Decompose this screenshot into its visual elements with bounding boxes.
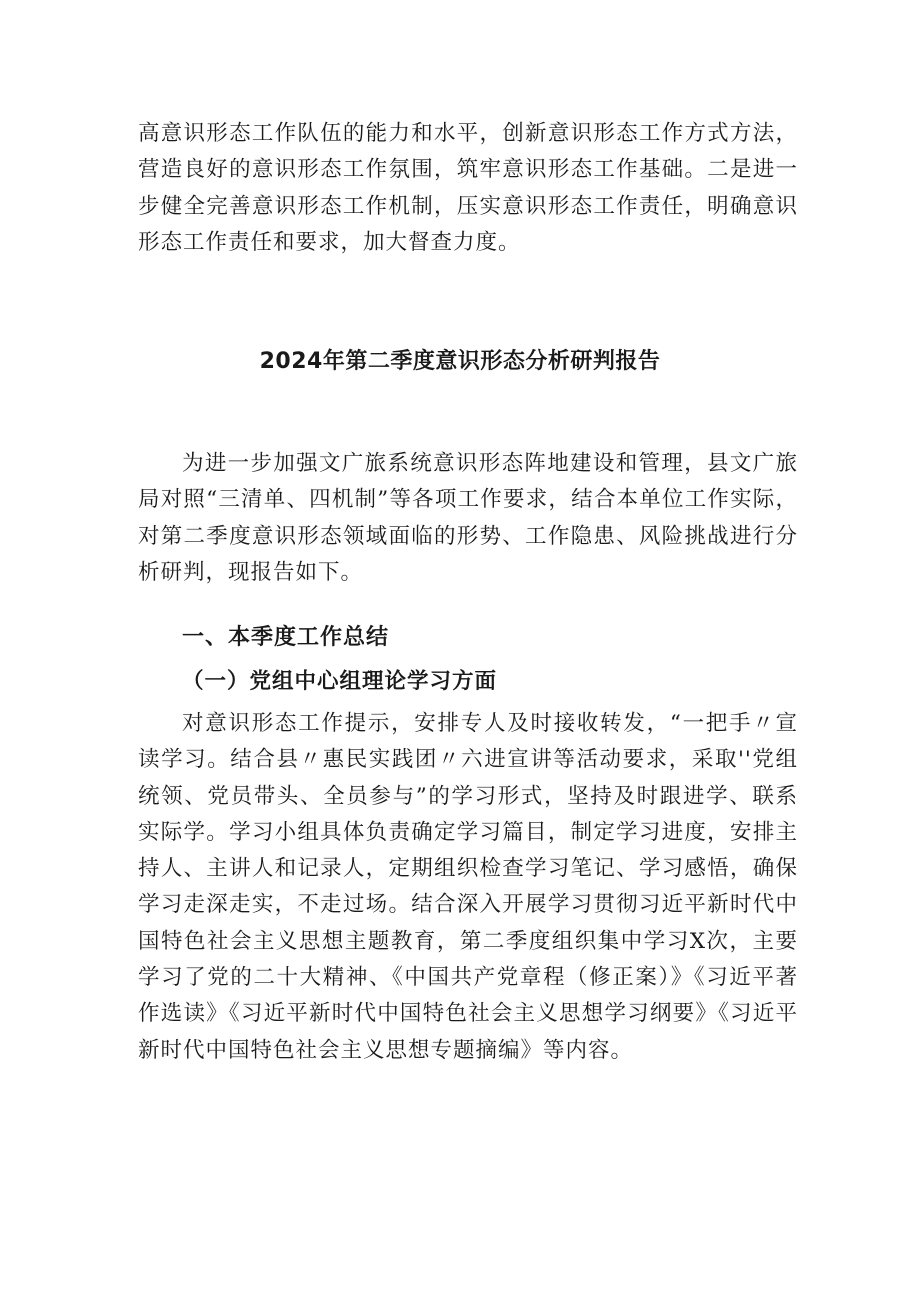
subsection-heading: （一）党组中心组理论学习方面 <box>182 669 498 694</box>
document-title: 2024年第二季度意识形态分析研判报告 <box>259 349 661 374</box>
section-heading: 一、本季度工作总结 <box>182 625 390 650</box>
intro-paragraph: 为进一步加强文广旅系统意识形态阵地建设和管理，县文广旅局对照“三清单、四机制”等各项工作要求，结合本单位工作实际，对第二季度意识形态领域面临的形势、工作隐患、风险挑战进行分析研判，现报告如下。 <box>138 451 798 585</box>
continuation-paragraph: 高意识形态工作队伍的能力和水平，创新意识形态工作方式方法，营造良好的意识形态工作氛围，筑牢意识形态工作基础。二是进一步健全完善意识形态工作机制，压实意识形态工作责任，明确意识形态工作责任和要求，加大督查力度。 <box>138 121 798 255</box>
subsection-paragraph: 对意识形态工作提示，安排专人及时接收转发，“一把手〃宣读学习。结合县〃惠民实践团〃六进宣讲等活动要求，采取''党组统领、党员带头、全员参与”的学习形式，坚持及时跟进学、联系实际学。学习小组具体负责确定学习篇目，制定学习进度，安排主持人、主讲人和记录人，定期组织检查学习笔记、学习感悟，确保学习走深走实，不走过场。结合深入开展学习贯彻习近平新时代中国特色社会主义思想主题教育，第二季度组织集中学习X次，主要学习了党的二十大精神、《中国共产党章程（修正案）》《习近平著作选读》《习近平新时代中国特色社会主义思想学习纲要》《习近平新时代中国特色社会主义思想专题摘编》等内容。 <box>138 711 798 1063</box>
